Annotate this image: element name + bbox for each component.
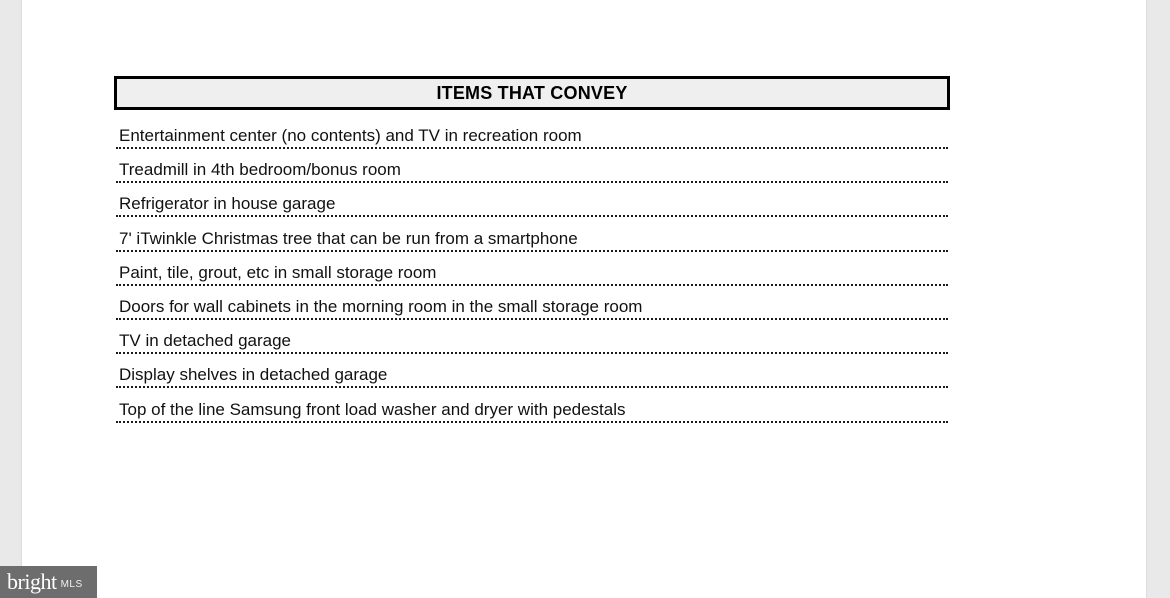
section-header [114, 76, 950, 110]
items-list [116, 117, 948, 425]
item-text: Top of the line Samsung front load washer and dryer with pedestals [119, 399, 626, 419]
item-text: Treadmill in 4th bedroom/bonus room [119, 160, 401, 180]
list-item [116, 185, 948, 217]
item-text: Display shelves in detached garage [119, 365, 388, 385]
list-item [116, 254, 948, 286]
list-item [116, 356, 948, 388]
bright-mls-logo [0, 566, 97, 598]
item-text: TV in detached garage [119, 331, 292, 351]
list-item [116, 151, 948, 183]
list-item [116, 391, 948, 423]
logo-mls-text: MLS [60, 578, 83, 590]
list-item [116, 322, 948, 354]
item-text: Paint, tile, grout, etc in small storage room [119, 262, 437, 282]
list-item [116, 117, 948, 149]
item-text: Doors for wall cabinets in the morning room in the small storage room [119, 296, 643, 316]
item-text: Entertainment center (no contents) and TV in recreation room [119, 126, 582, 145]
item-text: Refrigerator in house garage [119, 194, 336, 214]
list-item [116, 220, 948, 252]
list-item [116, 288, 948, 320]
logo-wordmark: bright [7, 569, 57, 594]
section-title: ITEMS THAT CONVEY [436, 82, 628, 103]
item-text: 7' iTwinkle Christmas tree that can be run from a smartphone [119, 228, 578, 248]
